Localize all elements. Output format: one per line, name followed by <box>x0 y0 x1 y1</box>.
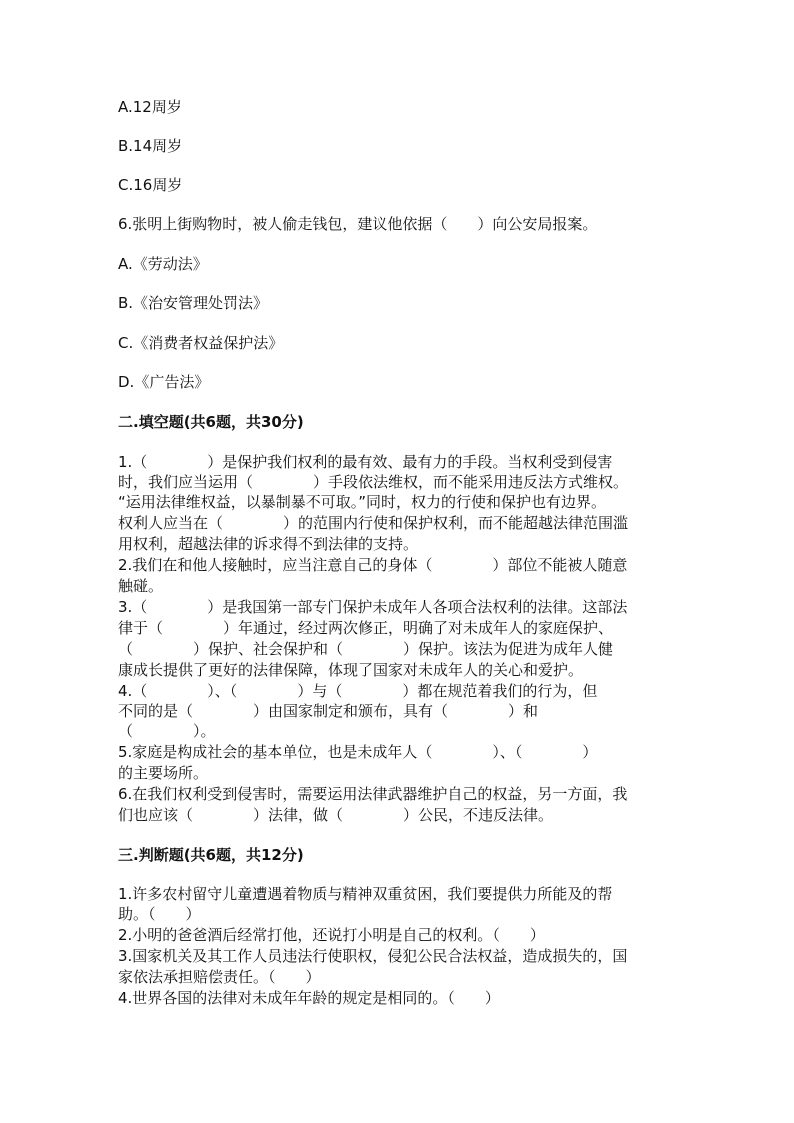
fill-line: “运用法律维权益，以暴制暴不可取。”同时，权力的行使和保护也有边界。 <box>118 493 607 511</box>
option-a-12: A.12周岁 <box>118 98 182 116</box>
fill-line: 4.（ ）、（ ）与（ ）都在规范着我们的行为，但 <box>118 682 598 700</box>
question-6-option-b: B.《治安管理处罚法》 <box>118 294 269 312</box>
question-6-stem: 6.张明上街购物时，被人偷走钱包，建议他依据（ ）向公安局报案。 <box>118 215 598 233</box>
section-3-title: 三.判断题(共6题，共12分) <box>118 846 304 864</box>
fill-line: 1.（ ）是保护我们权利的最有效、最有力的手段。当权利受到侵害 <box>118 453 613 471</box>
question-6-option-a: A.《劳动法》 <box>118 255 208 273</box>
fill-line: （ ）。 <box>118 722 216 740</box>
question-6-option-d: D.《广告法》 <box>118 373 210 391</box>
judge-line: 助。（ ） <box>118 905 201 923</box>
question-6-option-c: C.《消费者权益保护法》 <box>118 334 284 352</box>
judge-line: 4.世界各国的法律对未成年年龄的规定是相同的。（ ） <box>118 989 500 1007</box>
fill-line: 不同的是（ ）由国家制定和颁布，具有（ ）和 <box>118 702 539 720</box>
fill-line: 权利人应当在（ ）的范围内行使和保护权利，而不能超越法律范围滥 <box>118 514 629 532</box>
fill-line: （ ）保护、社会保护和（ ）保护。该法为促进为成年人健 <box>118 640 614 658</box>
judge-line: 3.国家机关及其工作人员违法行使职权，侵犯公民合法权益，造成损失的，国 <box>118 947 628 965</box>
fill-line: 触碰。 <box>118 577 164 595</box>
fill-line: 2.我们在和他人接触时，应当注意自己的身体（ ）部位不能被人随意 <box>118 556 628 574</box>
fill-line: 律于（ ）年通过，经过两次修正，明确了对未成年人的家庭保护、 <box>118 619 614 637</box>
fill-line: 康成长提供了更好的法律保障，体现了国家对未成年人的关心和爱护。 <box>118 661 584 679</box>
fill-line: 5.家庭是构成社会的基本单位，也是未成年人（ ）、（ ） <box>118 743 598 761</box>
fill-line: 们也应该（ ）法律，做（ ）公民，不违反法律。 <box>118 806 554 824</box>
fill-line: 6.在我们权利受到侵害时，需要运用法律武器维护自己的权益，另一方面，我 <box>118 785 628 803</box>
fill-line: 时，我们应当运用（ ）手段依法维权，而不能采用违反法方式维权。 <box>118 473 629 491</box>
section-2-title: 二.填空题(共6题，共30分) <box>118 413 304 431</box>
option-b-14: B.14周岁 <box>118 137 183 155</box>
fill-line: 的主要场所。 <box>118 764 209 782</box>
option-c-16: C.16周岁 <box>118 176 183 194</box>
judge-line: 1.许多农村留守儿童遭遇着物质与精神双重贫困，我们要提供力所能及的帮 <box>118 885 613 903</box>
judge-line: 家依法承担赔偿责任。（ ） <box>118 968 321 986</box>
fill-line: 3.（ ）是我国第一部专门保护未成年人各项合法权利的法律。这部法 <box>118 598 628 616</box>
fill-line: 用权利，超越法律的诉求得不到法律的支持。 <box>118 535 419 553</box>
judge-line: 2.小明的爸爸酒后经常打他，还说打小明是自己的权利。（ ） <box>118 926 545 944</box>
